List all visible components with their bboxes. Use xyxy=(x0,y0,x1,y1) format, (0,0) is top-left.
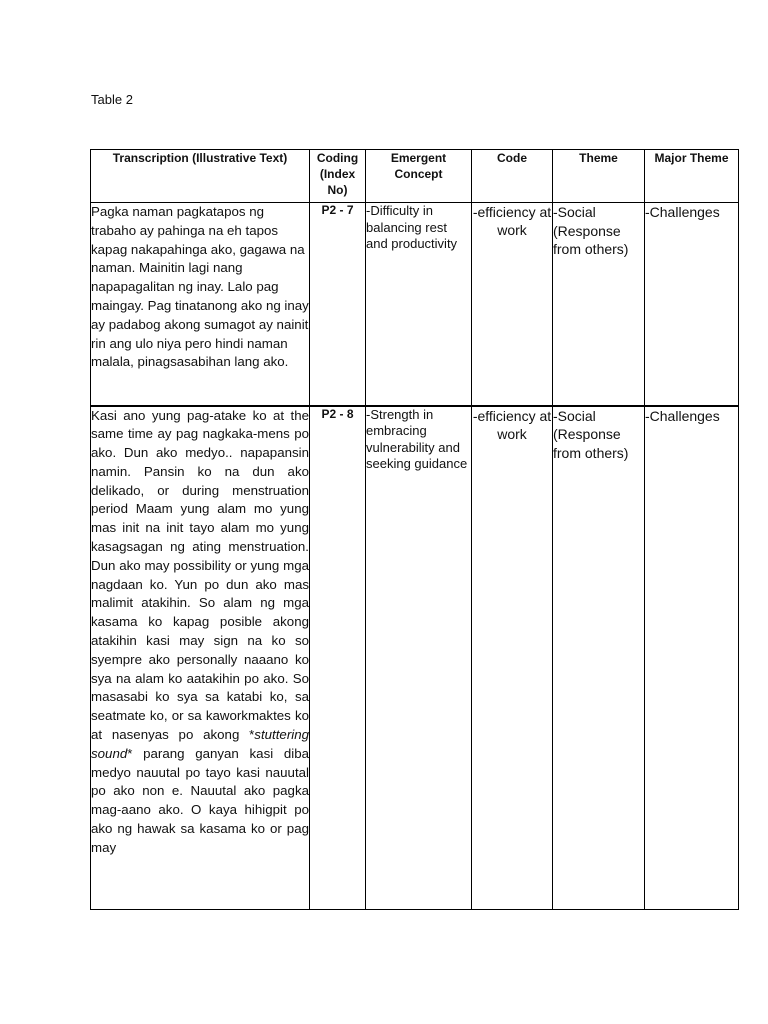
transcription-italic: stuttering sound xyxy=(91,727,309,761)
cell-theme: -Social (Response from others) xyxy=(553,406,645,910)
header-transcription: Transcription (Illustrative Text) xyxy=(91,150,310,203)
header-theme: Theme xyxy=(553,150,645,203)
cell-coding: P2 - 8 xyxy=(310,406,366,910)
data-table xyxy=(90,149,739,910)
table-caption: Table 2 xyxy=(91,92,133,107)
cell-concept: -Strength in embracing vulnerability and seeking guidance xyxy=(366,406,472,910)
cell-code: -efficiency at work xyxy=(472,203,553,406)
cell-transcription xyxy=(91,406,310,910)
transcription-text-cont: * parang ganyan kasi diba medyo nauutal po tayo kasi nauutal po ako non e. Nauutal ako pagka mag-aano ako. O kaya hihigpit po ako ng hawak sa kasama ko or pag may xyxy=(91,745,309,855)
transcription-text: Kasi ano yung pag-atake ko at the same time ay pag nagkaka-mens po ako. Dun ako medyo.. napapansin namin. Pansin ko na dun ako delikado, or during menstruation period Maam yung alam mo yung mas init na init tayo alam mo yung kasagsagan ng ating menstruation. Dun ako may possibility or yung mga nagdaan ko. Yun po dun ako mas malimit atakihin. So alam ng mga kasama ko kapag posible akong atakihin kasi may sign na ko so syempre ako personally naaano ko sya na alam ko aatakihin po ako. So masasabi ko sya sa katabi ko, sa seatmate ko, or sa kaworkmaktes ko at nasenyas po akong * xyxy=(91,407,309,743)
header-coding: Coding (Index No) xyxy=(310,150,366,203)
header-code: Code xyxy=(472,150,553,203)
cell-code: -efficiency at work xyxy=(472,406,553,910)
table-header-row xyxy=(91,150,739,203)
cell-transcription: Pagka naman pagkatapos ng trabaho ay pahinga na eh tapos kapag nakapahinga ako, gagawa na naman. Mainitin lagi nang napapagalitan ng inay. Lalo pag maingay. Pag tinatanong ako ng inay ay padabog akong sumagot ay nainit rin ang ulo niya pero hindi naman malala, pinagsasabihan lang ako. xyxy=(91,203,310,406)
header-major-theme: Major Theme xyxy=(645,150,739,203)
table-row xyxy=(91,203,739,406)
cell-major-theme: -Challenges xyxy=(645,406,739,910)
cell-coding: P2 - 7 xyxy=(310,203,366,406)
cell-concept: -Difficulty in balancing rest and productivity xyxy=(366,203,472,406)
header-concept: Emergent Concept xyxy=(366,150,472,203)
cell-theme: -Social (Response from others) xyxy=(553,203,645,406)
cell-major-theme: -Challenges xyxy=(645,203,739,406)
table-row xyxy=(91,406,739,910)
